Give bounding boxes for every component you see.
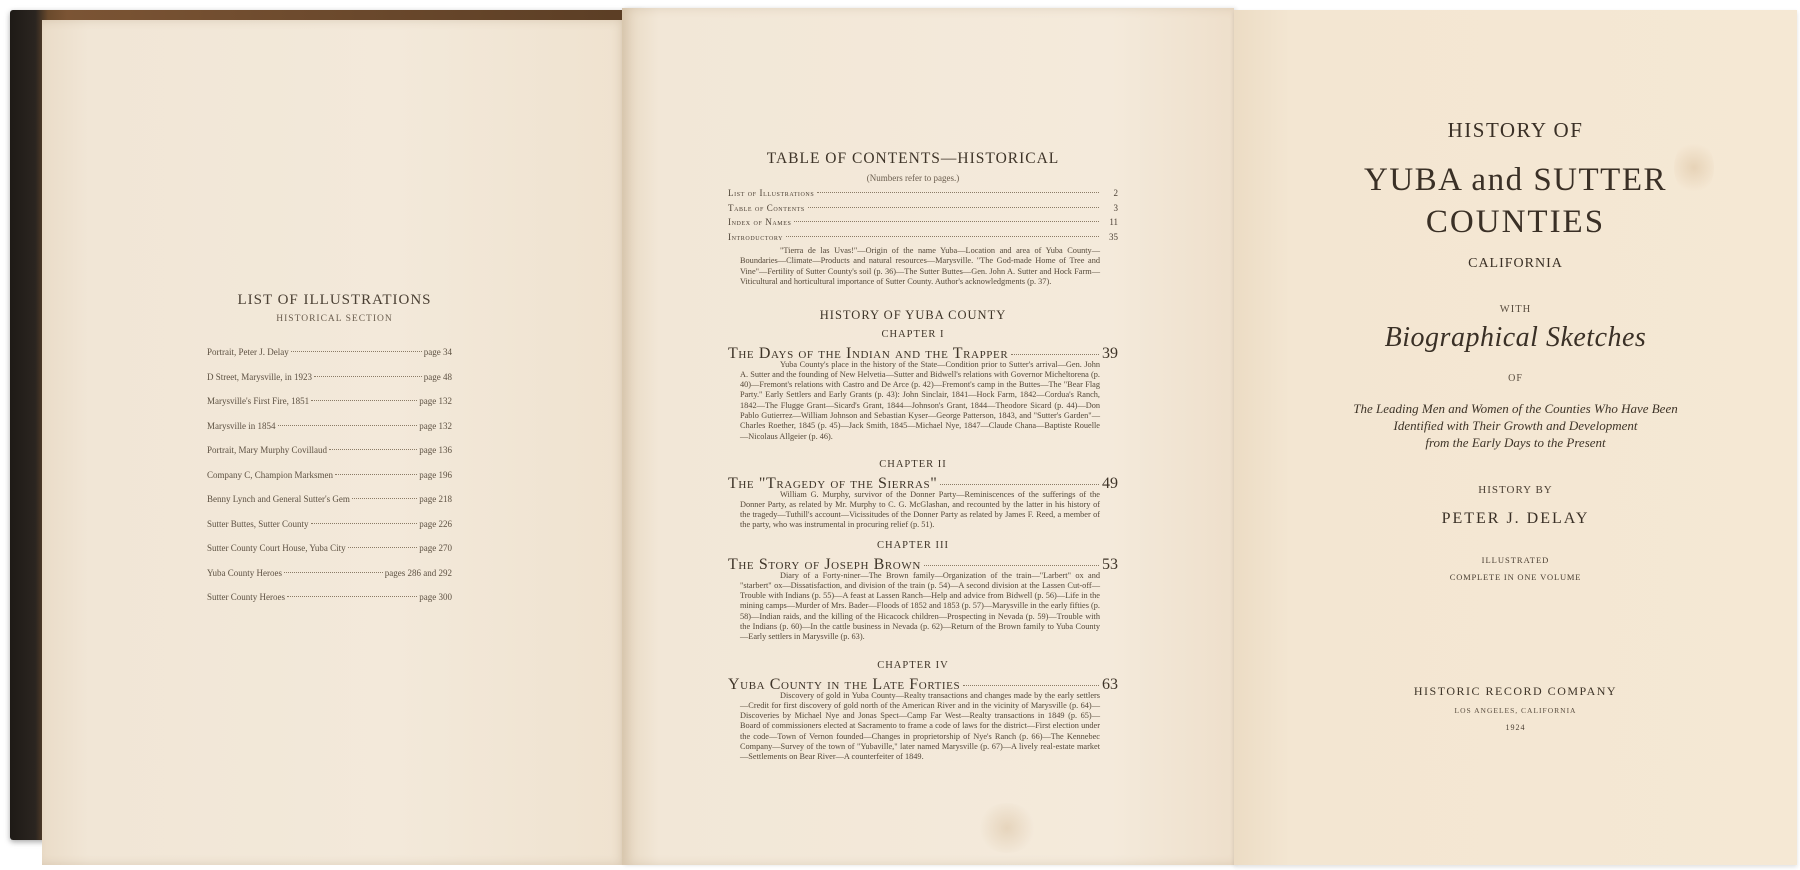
illustration-title: Benny Lynch and General Sutter's Gem xyxy=(207,494,350,504)
illustration-page: page 136 xyxy=(419,445,452,455)
dotted-leader xyxy=(311,523,418,524)
state-name: CALIFORNIA xyxy=(1468,256,1563,271)
illustration-title: Marysville in 1854 xyxy=(207,420,276,431)
toc-entry-page: 39 xyxy=(1102,345,1118,362)
illustration-page: page 226 xyxy=(419,518,452,529)
toc-leader xyxy=(940,484,1099,485)
illustration-title: D Street, Marysville, in 1923 xyxy=(207,371,312,382)
toc-entry xyxy=(728,203,1118,218)
chapter-block xyxy=(728,556,1118,643)
toc-entry xyxy=(728,676,1118,691)
dotted-leader xyxy=(314,376,422,377)
dotted-leader xyxy=(335,474,417,475)
illustration-entry xyxy=(207,519,452,544)
illustration-entry xyxy=(207,347,452,372)
subtitle-line: from the Early Days to the Present xyxy=(1425,435,1606,450)
illustration-page: page 34 xyxy=(423,347,452,357)
history-by-label: HISTORY BY xyxy=(1478,484,1553,496)
toc-entry xyxy=(728,556,1118,571)
dotted-leader xyxy=(278,425,418,426)
illustration-page: page 48 xyxy=(423,371,452,382)
chapter-block xyxy=(728,345,1118,442)
illustration-entry xyxy=(207,470,452,495)
toc-entry-page: 63 xyxy=(1102,676,1118,693)
chapter-description: Yuba County's place in the history of the State—Condition prior to Sutter's arrival—Gen. John A. Sutter and the founding of New Helvetia—Sutter and Bidwell's relations with Governor Micheltorena (p. 40)—Fremont's relations with Castro and De Arce (p. 42)—Fremont's camp in the Buttes—The "Bear Flag Party." Early Settlers and Early Grants (p. 43): John Sinclair, 1841—Hock Farm, 1842—Cordua's Ranch, 1842—The Flugge Grant—Sicard's Grant, 1844—Johnson's Grant, 1844—Theodore Sicard (p. 44)—Don Pablo Gutierrez—William Johnson and Sebastian Kyser—George Patterson, 1843, and "Sutter's Garden"—Charles Roether, 1845 (p. 45)—Jack Smith, 1845—Michael Nye, 1847—Claude Chana—Baptiste Rouelle—Nicolaus Allgeier (p. 46). xyxy=(740,359,1100,441)
toc-entry-title: Index of Names xyxy=(728,217,792,227)
chapter-heading: CHAPTER III xyxy=(877,540,949,551)
illustration-entry xyxy=(207,494,452,519)
illustration-page: page 132 xyxy=(419,396,452,406)
illustration-title: Yuba County Heroes xyxy=(207,567,282,578)
toc-title: TABLE OF CONTENTS—HISTORICAL xyxy=(766,150,1060,167)
list-of-illustrations-subtitle: HISTORICAL SECTION xyxy=(276,314,393,324)
illustration-entry xyxy=(207,568,452,593)
toc-leader xyxy=(794,221,1099,222)
title-line-3: COUNTIES xyxy=(1425,204,1606,240)
toc-entry xyxy=(728,188,1118,203)
illustration-page: page 132 xyxy=(419,420,452,431)
volume-note: COMPLETE IN ONE VOLUME xyxy=(1449,572,1582,582)
dotted-leader xyxy=(287,596,417,597)
illustration-page: page 300 xyxy=(419,592,452,602)
chapter-description: Discovery of gold in Yuba County—Realty transactions and changes made by the early settlers—Credit for first discovery of gold north of the American River and in the vicinity of Marysville (p. 64)—Discoveries by Michael Nye and Jonas Spect—Camp Far West—Realty transactions in 1849 (p. 65)—Board of commissioners elected at Sacramento to frame a code of laws for the district—First election under the code—Town of Vernon founded—Changes in proprietorship of Nye's Ranch (p. 66)—The Kennebec Company—Survey of the town of "Yubaville," later named Marysville (p. 67)—A lively real-estate market—Settlements on Bear River—A counterfeiter of 1849. xyxy=(740,690,1100,762)
illustration-title: Marysville's First Fire, 1851 xyxy=(207,396,310,406)
biographical-sketches-heading: Biographical Sketches xyxy=(1384,322,1647,353)
title-line-2: YUBA and SUTTER xyxy=(1364,162,1667,198)
toc-entry-page: 53 xyxy=(1102,556,1118,573)
publication-year: 1924 xyxy=(1505,723,1526,732)
toc-leader xyxy=(786,236,1099,237)
dotted-leader xyxy=(284,572,383,573)
subtitle-line: The Leading Men and Women of the Counties Who Have Been xyxy=(1353,401,1678,416)
left-page xyxy=(42,20,627,865)
with-text: WITH xyxy=(1499,304,1532,315)
chapter-description: Diary of a Forty-niner—The Brown family—Organization of the train—"Larbert" ox and "starbert" ox—Dissatisfaction, and division of the train (p. 54)—A second division at the Lassen Cut-off—Trouble with Indians (p. 55)—A feast at Lassen Ranch—Help and advice from Bidwell (p. 56)—Life in the mining camps—Murder of Mrs. Bader—Floods of 1852 and 1853 (p. 57)—Marysville in the early fifties (p. 58)—Indian raids, and the killing of the Hicacock children—Prospecting in Nevada (p. 59)—Trouble with the Indians (p. 60)—In the cattle business in Nevada (p. 62)—Return of the Brown family to Yuba County—Early settlers in Marysville (p. 63). xyxy=(740,570,1100,642)
chapter-heading: CHAPTER II xyxy=(879,459,947,470)
toc-note: (Numbers refer to pages.) xyxy=(866,173,960,183)
subtitle-line: Identified with Their Growth and Development xyxy=(1393,418,1638,433)
subtitle-description xyxy=(1234,400,1797,451)
toc-front-entries xyxy=(728,188,1118,287)
toc-leader xyxy=(817,192,1099,193)
toc-leader xyxy=(924,565,1099,566)
publisher-name: HISTORIC RECORD COMPANY xyxy=(1413,684,1618,698)
illustrations-list xyxy=(207,347,452,617)
toc-entry-title: The Story of Joseph Brown xyxy=(728,556,921,573)
dotted-leader xyxy=(329,449,417,450)
dotted-leader xyxy=(348,547,418,548)
illustration-page: page 196 xyxy=(419,469,452,480)
illustration-page: page 270 xyxy=(419,543,452,553)
toc-entry-page: 11 xyxy=(1109,217,1118,227)
chapter-block xyxy=(728,475,1118,531)
illustration-title: Sutter Buttes, Sutter County xyxy=(207,518,309,529)
illustration-entry xyxy=(207,445,452,470)
dotted-leader xyxy=(311,400,417,401)
toc-entry-title: Table of Contents xyxy=(728,202,805,213)
title-line-1: HISTORY OF xyxy=(1447,118,1584,142)
illustration-title: Portrait, Mary Murphy Covillaud xyxy=(207,445,327,455)
illustration-title: Company C, Champion Marksmen xyxy=(207,469,333,480)
toc-entry xyxy=(728,217,1118,232)
section-heading: HISTORY OF YUBA COUNTY xyxy=(819,308,1007,322)
illustrated-label: ILLUSTRATED xyxy=(1481,555,1550,565)
toc-entry-title: The "Tragedy of the Sierras" xyxy=(728,475,938,492)
dotted-leader xyxy=(291,351,422,352)
page-stain xyxy=(1674,140,1714,195)
illustration-entry xyxy=(207,421,452,446)
author-name: PETER J. DELAY xyxy=(1441,510,1590,527)
illustration-entry xyxy=(207,543,452,568)
publisher-city: LOS ANGELES, CALIFORNIA xyxy=(1454,706,1577,715)
toc-entry-page: 2 xyxy=(1113,188,1118,198)
illustration-entry xyxy=(207,372,452,397)
chapter-heading: CHAPTER I xyxy=(881,329,945,340)
middle-page xyxy=(622,8,1234,865)
chapter-heading: CHAPTER IV xyxy=(877,660,949,671)
toc-leader xyxy=(808,207,1099,208)
toc-entry-page: 3 xyxy=(1113,202,1118,213)
toc-entry-page: 35 xyxy=(1109,231,1118,242)
chapter-description: William G. Murphy, survivor of the Donner Party—Reminiscences of the sufferings of the Donner Party, as related by Mr. Murphy to C. G. McGlashan, and recounted by the latter in his history of the tragedy—Tuthill's account—Vicissitudes of the Donner Party as related by James F. Reed, a member of the party, who was instrumental in procuring relief (p. 51). xyxy=(740,489,1100,530)
right-page xyxy=(1234,10,1797,865)
toc-leader xyxy=(963,685,1099,686)
illustration-page: page 218 xyxy=(419,494,452,504)
list-of-illustrations-title: LIST OF ILLUSTRATIONS xyxy=(237,292,432,308)
illustration-page: pages 286 and 292 xyxy=(384,567,452,578)
of-text: OF xyxy=(1508,373,1523,384)
chapter-block xyxy=(728,676,1118,763)
dotted-leader xyxy=(352,498,417,499)
toc-entry-title: The Days of the Indian and the Trapper xyxy=(728,345,1009,362)
toc-entry-title: Yuba County in the Late Forties xyxy=(728,676,961,693)
page-stain xyxy=(977,803,1037,853)
toc-entry-title: List of Illustrations xyxy=(728,188,815,198)
illustration-entry xyxy=(207,396,452,421)
illustration-title: Portrait, Peter J. Delay xyxy=(207,347,289,357)
toc-entry xyxy=(728,232,1118,247)
toc-leader xyxy=(1011,354,1099,355)
illustration-title: Sutter County Heroes xyxy=(207,592,285,602)
introductory-description: "Tierra de las Uvas!"—Origin of the name Yuba—Location and area of Yuba County—Boundaries—Climate—Products and natural resources—Marysville. "The God-made Home of Tree and Vine"—Fertility of Sutter County's soil (p. 36)—The Sutter Buttes—Gen. John A. Sutter and Hock Farm—Viticultural and horticultural importance of Sutter County. Author's acknowledgments (p. 37). xyxy=(740,246,1100,286)
illustration-entry xyxy=(207,592,452,617)
illustration-title: Sutter County Court House, Yuba City xyxy=(207,543,346,553)
toc-entry xyxy=(728,345,1118,360)
toc-entry-title: Introductory xyxy=(728,231,784,242)
toc-entry xyxy=(728,475,1118,490)
toc-entry-page: 49 xyxy=(1102,475,1118,492)
